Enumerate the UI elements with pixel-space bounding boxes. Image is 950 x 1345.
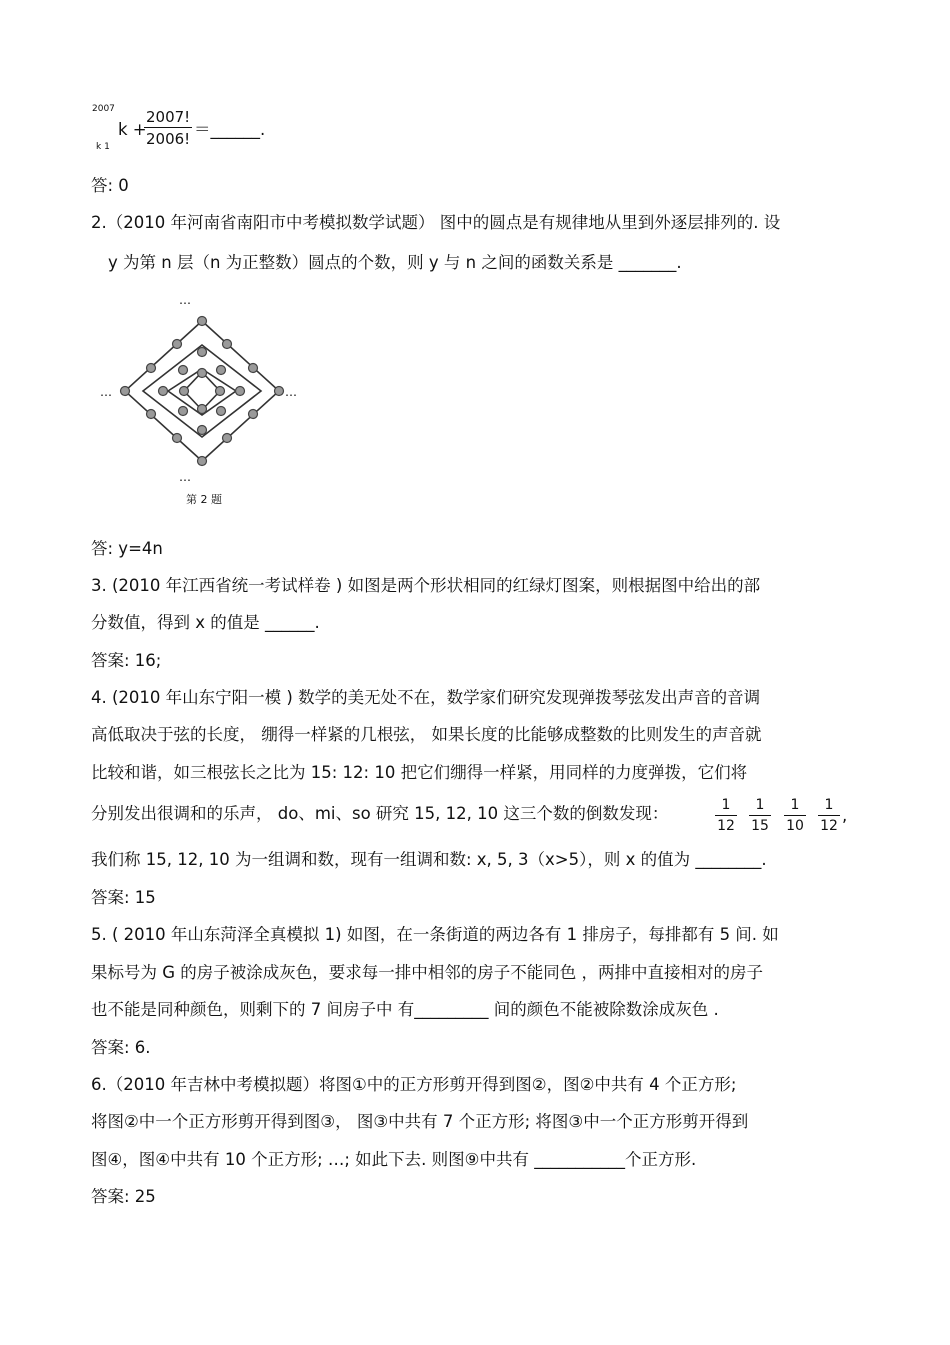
ellipsis-bottom: … [179,470,191,484]
sum-lower-limit: k 1 [96,142,110,152]
reciprocal-fraction-2 [749,797,771,835]
reciprocal-fraction-3 [784,797,806,835]
q5-answer: 答案: 6. [91,1038,151,1057]
q4-line-5: 我们称 15, 12, 10 为一组调和数，现有一组调和数: x, 5, 3（x>5），则 x 的值为 ________. [91,850,767,869]
fraction-denominator: 15 [751,818,769,834]
fraction-denominator: 12 [820,818,838,834]
fraction-numerator: 2007! [146,108,191,126]
q2-line-2: y 为第 n 层（n 为正整数）圆点的个数，则 y 与 n 之间的函数关系是 _______. [108,253,682,272]
fraction-numerator: 1 [715,797,737,816]
q3-answer: 答案: 16; [91,651,162,670]
layer-dots [121,317,284,466]
q5-line-2: 果标号为 G 的房子被涂成灰色，要求每一排中相邻的房子不能同色 ，两排中直接相对的房子 [91,963,764,982]
ellipsis-top: … [179,293,191,307]
q5-line-3: 也不能是同种颜色，则剩下的 7 间房子中 有_________ 间的颜色不能被除数涂成灰色 . [91,1000,719,1019]
fraction-denominator: 12 [717,818,735,834]
q2-answer: 答: y=4n [91,539,163,558]
q2-line-1: 2.（2010 年河南省南阳市中考模拟数学试题） 图中的圆点是有规律地从里到外逐层排列的. 设 [91,213,781,232]
layer-lines [125,321,279,461]
q6-answer: 答案: 25 [91,1187,156,1206]
trailing-comma: , [842,806,848,825]
q4-line-1: 4. (2010 年山东宁阳一模 ) 数学的美无处不在，数学家们研究发现弹拨琴弦发出声音的音调 [91,688,761,707]
q6-line-3: 图④，图④中共有 10 个正方形; …; 如此下去. 则图⑨中共有 ___________个正方形. [91,1150,697,1169]
q1-answer: 答: 0 [91,176,129,195]
equals-blank: ＝______. [194,120,266,139]
fraction-numerator: 1 [818,797,840,816]
q4-line-2: 高低取决于弦的长度， 绷得一样紧的几根弦， 如果长度的比能够成整数的比则发生的声音就 [91,725,762,744]
q6-line-2: 将图②中一个正方形剪开得到图③， 图③中共有 7 个正方形; 将图③中一个正方形剪开得到 [91,1112,749,1131]
fraction-denominator: 2006! [146,130,191,148]
reciprocal-fraction-1 [715,797,737,835]
fraction-denominator: 10 [786,818,804,834]
fraction-numerator: 1 [749,797,771,816]
q4-answer: 答案: 15 [91,888,156,907]
q6-line-1: 6.（2010 年吉林中考模拟题）将图①中的正方形剪开得到图②，图②中共有 4 个正方形; [91,1075,737,1094]
q3-line-1: 3. (2010 年江西省统一考试样卷 ) 如图是两个形状相同的红绿灯图案，则根据图中给出的部 [91,576,761,595]
factorial-fraction [144,108,192,148]
dot-layers-figure [95,290,310,510]
reciprocal-fraction-4 [818,797,840,835]
q5-line-1: 5. ( 2010 年山东菏泽全真模拟 1) 如图，在一条街道的两边各有 1 排房子，每排都有 5 间. 如 [91,925,779,944]
fraction-numerator: 1 [784,797,806,816]
ellipsis-right: … [285,385,297,399]
q4-line-4: 分别发出很调和的乐声， do、mi、so 研究 15, 12, 10 这三个数的倒数发现： [91,804,669,823]
sum-upper-limit: 2007 [92,104,115,114]
ellipsis-left: … [100,385,112,399]
figure-caption: 第 2 题 [186,493,222,506]
sum-expression: k + [118,120,147,139]
q3-line-2: 分数值，得到 x 的值是 ______. [91,613,320,632]
q4-line-3: 比较和谐，如三根弦长之比为 15: 12: 10 把它们绷得一样紧，用同样的力度弹拨，它们将 [91,763,748,782]
